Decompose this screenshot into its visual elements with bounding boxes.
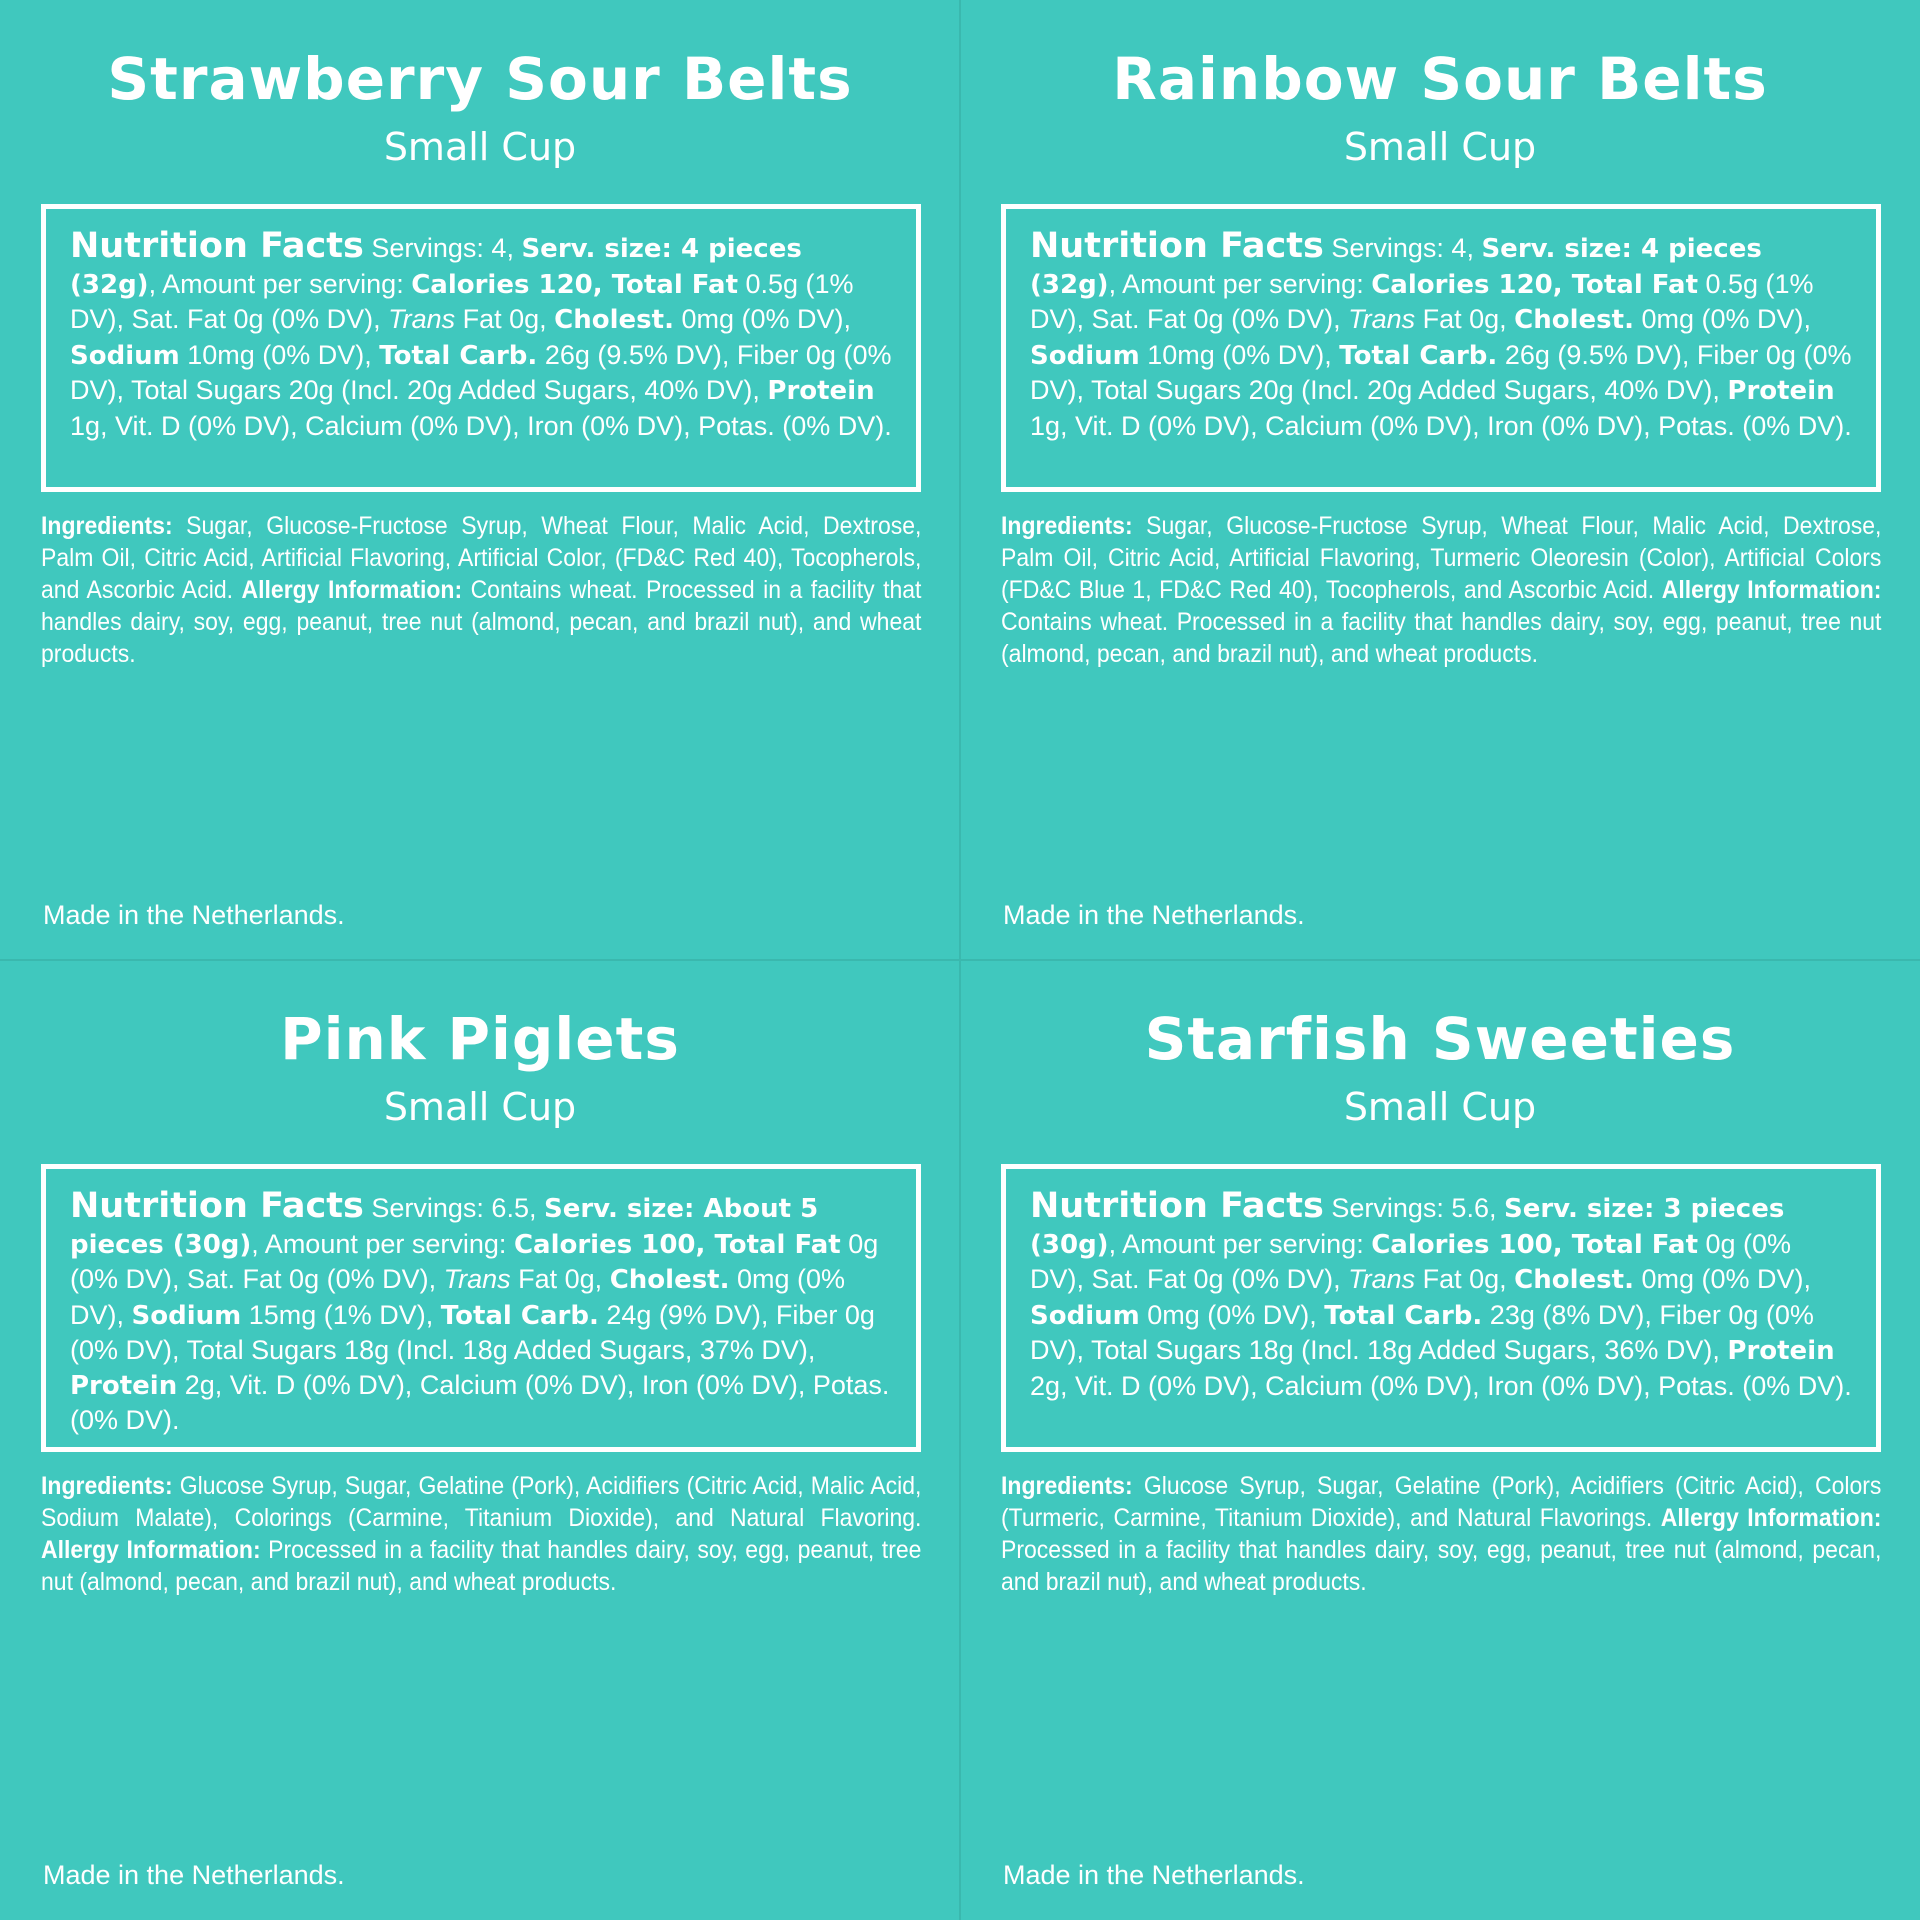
ingredients-text bbox=[1001, 510, 1881, 670]
ingredients-label: Ingredients: bbox=[1001, 512, 1133, 540]
cholesterol-label: Cholest. bbox=[554, 305, 674, 335]
amount-text: , Amount per serving: bbox=[1108, 268, 1372, 299]
total-fat-value: 0.5g (1% DV), Sat. Fat 0g (0% DV), bbox=[70, 268, 854, 334]
total-fat-value: 0g (0% DV), Sat. Fat 0g (0% DV), bbox=[1030, 1228, 1792, 1294]
trans-fat-value: Fat 0g, bbox=[1415, 1264, 1515, 1294]
ingredients-text bbox=[1001, 1470, 1881, 1598]
sodium-label: Sodium bbox=[1030, 340, 1140, 371]
serving-size: Serv. size: About 5 pieces (30g) bbox=[70, 1194, 819, 1260]
product-title: Rainbow Sour Belts bbox=[1112, 45, 1768, 113]
protein-value: 2g, Vit. D (0% DV), Calcium (0% DV), Iron (0% DV), Potas. (0% DV). bbox=[1030, 1370, 1852, 1401]
allergy-info: Contains wheat. Processed in a facility that handles dairy, soy, egg, peanut, tree nut (almond, pecan, and brazil nut), and wheat products. bbox=[41, 576, 922, 668]
cholesterol-label: Cholest. bbox=[1514, 1265, 1634, 1295]
amount-text: , Amount per serving: bbox=[1108, 1228, 1372, 1259]
product-panel-starfish-sweeties bbox=[960, 960, 1920, 1920]
calories: Calories 100, bbox=[1371, 1229, 1572, 1260]
total-fat-value: 0.5g (1% DV), Sat. Fat 0g (0% DV), bbox=[1030, 268, 1814, 334]
amount-text: , Amount per serving: bbox=[148, 268, 412, 299]
carb-label: Total Carb. bbox=[379, 340, 538, 371]
total-fat-label: Total Fat bbox=[1571, 1229, 1698, 1260]
ingredients-list: Glucose Syrup, Sugar, Gelatine (Pork), Acidifiers (Citric Acid), Colors (Turmeric, Carmine, Titanium Dioxide), and Natural Flavorings. bbox=[1001, 1472, 1882, 1532]
cholesterol-label: Cholest. bbox=[609, 1265, 730, 1295]
carb-value: 24g (9% DV), Fiber 0g (0% DV), Total Sugars 18g (Incl. 18g Added Sugars, 37% DV), bbox=[70, 1299, 875, 1365]
carb-value: 23g (8% DV), Fiber 0g (0% DV), Total Sugars 18g (Incl. 18g Added Sugars, 36% DV), bbox=[1030, 1299, 1814, 1365]
nutrition-facts-box bbox=[1001, 1164, 1881, 1452]
product-panel-rainbow-sour-belts bbox=[960, 0, 1920, 960]
trans-fat-value: Fat 0g, bbox=[1415, 304, 1515, 334]
sodium-label: Sodium bbox=[131, 1300, 242, 1331]
serving-size: Serv. size: 4 pieces (32g) bbox=[1030, 234, 1762, 300]
cholesterol-label: Cholest. bbox=[1514, 305, 1634, 335]
protein-value: 1g, Vit. D (0% DV), Calcium (0% DV), Iron (0% DV), Potas. (0% DV). bbox=[1030, 410, 1852, 441]
product-size: Small Cup bbox=[383, 125, 577, 169]
product-title: Starfish Sweeties bbox=[1144, 1005, 1736, 1073]
sodium-value: 15mg (1% DV), bbox=[241, 1299, 441, 1330]
servings-text: Servings: 4, bbox=[1323, 233, 1482, 263]
ingredients-label: Ingredients: bbox=[41, 1472, 173, 1500]
total-fat-label: Total Fat bbox=[714, 1229, 841, 1260]
ingredients-text bbox=[41, 1470, 921, 1598]
sodium-value: 10mg (0% DV), bbox=[179, 339, 380, 370]
allergy-info: Processed in a facility that handles dairy, soy, egg, peanut, tree nut (almond, pecan, and brazil nut), and wheat products. bbox=[41, 1536, 922, 1596]
nutrition-facts-heading: Nutrition Facts bbox=[70, 226, 364, 266]
ingredients-list: Sugar, Glucose-Fructose Syrup, Wheat Flour, Malic Acid, Dextrose, Palm Oil, Citric Acid, Artificial Flavoring, Artificial Color, (FD&C Red 40), Tocopherols, and Ascorbic Acid. bbox=[41, 512, 922, 604]
cholesterol-value: 0mg (0% DV), bbox=[1633, 1264, 1811, 1294]
servings-text: Servings: 6.5, bbox=[363, 1193, 544, 1223]
protein-label: Protein bbox=[767, 376, 875, 406]
horizontal-divider bbox=[0, 959, 1920, 961]
calories: Calories 120, bbox=[411, 269, 612, 300]
cholesterol-value: 0mg (0% DV), bbox=[673, 304, 851, 334]
product-size: Small Cup bbox=[1343, 125, 1537, 169]
allergy-info: Contains wheat. Processed in a facility that handles dairy, soy, egg, peanut, tree nut (almond, pecan, and brazil nut), and wheat products. bbox=[1001, 608, 1882, 668]
carb-label: Total Carb. bbox=[440, 1300, 599, 1331]
carb-label: Total Carb. bbox=[1339, 340, 1498, 371]
country-of-origin: Made in the Netherlands. bbox=[1003, 900, 1305, 930]
protein-label: Protein bbox=[70, 1370, 178, 1401]
serving-size: Serv. size: 4 pieces (32g) bbox=[70, 234, 802, 300]
product-size: Small Cup bbox=[1343, 1085, 1537, 1129]
nutrition-facts-heading: Nutrition Facts bbox=[70, 1186, 364, 1226]
nutrition-facts-box bbox=[41, 204, 921, 492]
trans-label: Trans bbox=[1348, 304, 1416, 334]
sodium-label: Sodium bbox=[70, 340, 180, 371]
ingredients-label: Ingredients: bbox=[1001, 1472, 1133, 1500]
calories: Calories 100, bbox=[513, 1229, 715, 1260]
trans-fat-value: Fat 0g, bbox=[510, 1264, 610, 1294]
allergy-label: Allergy Information: bbox=[241, 576, 463, 604]
sodium-value: 0mg (0% DV), bbox=[1139, 1299, 1325, 1330]
product-title: Strawberry Sour Belts bbox=[107, 45, 853, 113]
product-title: Pink Piglets bbox=[280, 1005, 680, 1073]
nutrition-facts-heading: Nutrition Facts bbox=[1030, 226, 1324, 266]
cholesterol-value: 0mg (0% DV), bbox=[70, 1264, 846, 1330]
sodium-value: 10mg (0% DV), bbox=[1139, 339, 1340, 370]
ingredients-label: Ingredients: bbox=[41, 512, 173, 540]
calories: Calories 120, bbox=[1371, 269, 1572, 300]
cholesterol-value: 0mg (0% DV), bbox=[1633, 304, 1811, 334]
ingredients-text bbox=[41, 510, 921, 670]
protein-label: Protein bbox=[1727, 376, 1835, 406]
servings-text: Servings: 4, bbox=[363, 233, 522, 263]
carb-value: 26g (9.5% DV), Fiber 0g (0% DV), Total Sugars 20g (Incl. 20g Added Sugars, 40% DV), bbox=[70, 339, 892, 405]
total-fat-label: Total Fat bbox=[611, 269, 738, 300]
sodium-label: Sodium bbox=[1030, 1300, 1140, 1331]
protein-label: Protein bbox=[1727, 1336, 1835, 1366]
allergy-label: Allergy Information: bbox=[1661, 576, 1882, 604]
protein-value: 1g, Vit. D (0% DV), Calcium (0% DV), Iron (0% DV), Potas. (0% DV). bbox=[70, 410, 892, 441]
servings-text: Servings: 5.6, bbox=[1323, 1193, 1504, 1223]
country-of-origin: Made in the Netherlands. bbox=[1003, 1860, 1305, 1890]
allergy-label: Allergy Information: bbox=[41, 1536, 261, 1564]
ingredients-list: Sugar, Glucose-Fructose Syrup, Wheat Flour, Malic Acid, Dextrose, Palm Oil, Citric Acid, Artificial Flavoring, Turmeric Oleoresin (Color), Artificial Colors (FD&C Blue 1, FD&C Red 40), Tocopherols, and Ascorbic Acid. bbox=[1001, 512, 1882, 604]
product-panel-pink-piglets bbox=[0, 960, 960, 1920]
nutrition-facts-heading: Nutrition Facts bbox=[1030, 1186, 1324, 1226]
protein-value: 2g, Vit. D (0% DV), Calcium (0% DV), Iron (0% DV), Potas. (0% DV). bbox=[70, 1369, 890, 1435]
allergy-info: Processed in a facility that handles dairy, soy, egg, peanut, tree nut (almond, pecan, and brazil nut), and wheat products. bbox=[1001, 1536, 1882, 1596]
ingredients-list: Glucose Syrup, Sugar, Gelatine (Pork), Acidifiers (Citric Acid, Malic Acid, Sodium Malate), Colorings (Carmine, Titanium Dioxide), and Natural Flavoring. bbox=[41, 1472, 922, 1532]
total-fat-label: Total Fat bbox=[1571, 269, 1698, 300]
product-panel-strawberry-sour-belts bbox=[0, 0, 960, 960]
total-fat-value: 0g (0% DV), Sat. Fat 0g (0% DV), bbox=[70, 1228, 879, 1294]
trans-label: Trans bbox=[1348, 1264, 1416, 1294]
trans-label: Trans bbox=[443, 1264, 511, 1294]
country-of-origin: Made in the Netherlands. bbox=[43, 1860, 345, 1890]
nutrition-facts-box bbox=[1001, 204, 1881, 492]
serving-size: Serv. size: 3 pieces (30g) bbox=[1030, 1194, 1785, 1260]
country-of-origin: Made in the Netherlands. bbox=[43, 900, 345, 930]
trans-fat-value: Fat 0g, bbox=[455, 304, 555, 334]
amount-text: , Amount per serving: bbox=[251, 1228, 514, 1259]
nutrition-facts-box bbox=[41, 1164, 921, 1452]
trans-label: Trans bbox=[388, 304, 456, 334]
carb-label: Total Carb. bbox=[1324, 1300, 1483, 1331]
carb-value: 26g (9.5% DV), Fiber 0g (0% DV), Total Sugars 20g (Incl. 20g Added Sugars, 40% DV), bbox=[1030, 339, 1852, 405]
product-size: Small Cup bbox=[383, 1085, 577, 1129]
allergy-label: Allergy Information: bbox=[1660, 1504, 1882, 1532]
